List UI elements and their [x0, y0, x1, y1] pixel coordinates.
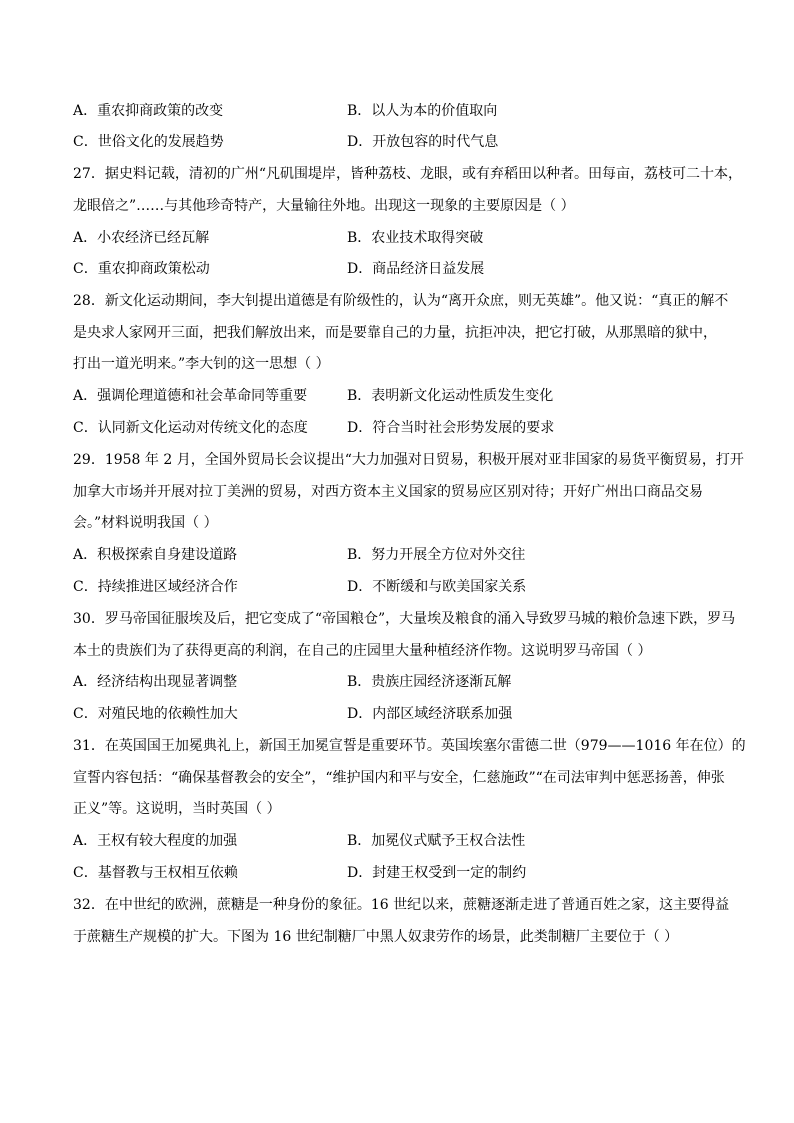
q27-option-c: C．重农抑商政策松动 [73, 261, 210, 277]
q31-option-a: A．王权有较大程度的加强 [73, 833, 238, 849]
q27-stem-line-2: 龙眼倍之”……与其他珍奇特产，大量输往外地。出现这一现象的主要原因是（ ） [73, 198, 575, 214]
q30-option-d: D．内部区域经济联系加强 [347, 706, 513, 722]
q28-option-d: D．符合当时社会形势发展的要求 [347, 420, 555, 436]
q31-option-c: C．基督教与王权相互依赖 [73, 865, 238, 881]
q28-stem-line-1: 28．新文化运动期间，李大钊提出道德是有阶级性的，认为“离开众庶，则无英雄”。他又说：“真正的解不 [73, 293, 729, 309]
q32-stem-line-1: 32．在中世纪的欧洲，蔗糖是一种身份的象征。16 世纪以来，蔗糖逐渐走进了普通百姓之家，这主要得益 [73, 897, 730, 913]
q28-option-b: B．表明新文化运动性质发生变化 [347, 388, 554, 404]
q26-option-d: D．开放包容的时代气息 [347, 134, 499, 150]
q29-stem-line-1: 29．1958 年 2 月，全国外贸局长会议提出“大力加强对日贸易，积极开展对亚非国家的易货平衡贸易，打开 [73, 452, 744, 468]
q26-option-b: B．以人为本的价值取向 [347, 103, 498, 119]
q27-stem-line-1: 27．据史料记载，清初的广州“凡矶围堤岸，皆种荔枝、龙眼，或有弃稻田以种者。田每亩，荔枝可二十本， [73, 166, 742, 182]
q27-option-d: D．商品经济日益发展 [347, 261, 485, 277]
q30-stem-line-2: 本土的贵族们为了获得更高的利润，在自己的庄园里大量种植经济作物。这说明罗马帝国（ ） [73, 643, 652, 659]
q30-option-b: B．贵族庄园经济逐渐瓦解 [347, 674, 512, 690]
q31-option-b: B．加冕仪式赋予王权合法性 [347, 833, 526, 849]
q27-option-b: B．农业技术取得突破 [347, 230, 484, 246]
q28-option-a: A．强调伦理道德和社会革命同等重要 [73, 388, 308, 404]
q32-stem-line-2: 于蔗糖生产规模的扩大。下图为 16 世纪制糖厂中黑人奴隶劳作的场景，此类制糖厂主要位于（ ） [73, 929, 679, 945]
q29-option-a: A．积极探索自身建设道路 [73, 547, 238, 563]
q28-option-c: C．认同新文化运动对传统文化的态度 [73, 420, 308, 436]
q29-stem-line-3: 会。”材料说明我国（ ） [73, 515, 218, 531]
q29-option-c: C．持续推进区域经济合作 [73, 579, 238, 595]
q26-option-a: A．重农抑商政策的改变 [73, 103, 224, 119]
q31-option-d: D．封建王权受到一定的制约 [347, 865, 527, 881]
q27-option-a: A．小农经济已经瓦解 [73, 230, 210, 246]
q31-stem-line-3: 正义”等。这说明，当时英国（ ） [73, 801, 281, 817]
q30-option-a: A．经济结构出现显著调整 [73, 674, 238, 690]
q30-stem-line-1: 30．罗马帝国征服埃及后，把它变成了“帝国粮仓”，大量埃及粮食的涌入导致罗马城的粮价急速下跌，罗马 [73, 611, 736, 627]
q28-stem-line-3: 打出一道光明来。”李大钊的这一思想（ ） [73, 356, 330, 372]
q31-stem-line-1: 31．在英国国王加冕典礼上，新国王加冕宣誓是重要环节。英国埃塞尔雷德二世（979——1016 年在位）的 [73, 738, 746, 754]
q29-option-d: D．不断缓和与欧美国家关系 [347, 579, 527, 595]
q26-option-c: C．世俗文化的发展趋势 [73, 134, 224, 150]
q29-option-b: B．努力开展全方位对外交往 [347, 547, 526, 563]
q29-stem-line-2: 加拿大市场并开展对拉丁美洲的贸易，对西方资本主义国家的贸易应区别对待；开好广州出口商品交易 [73, 484, 703, 500]
q28-stem-line-2: 是央求人家网开三面，把我们解放出来，而是要靠自己的力量，抗拒冲决，把它打破，从那黑暗的狱中， [73, 325, 717, 341]
q30-option-c: C．对殖民地的依赖性加大 [73, 706, 238, 722]
q31-stem-line-2: 宣誓内容包括：“确保基督教会的安全”，“维护国内和平与安全，仁慈施政”“在司法审判中惩恶扬善，伸张 [73, 770, 725, 786]
